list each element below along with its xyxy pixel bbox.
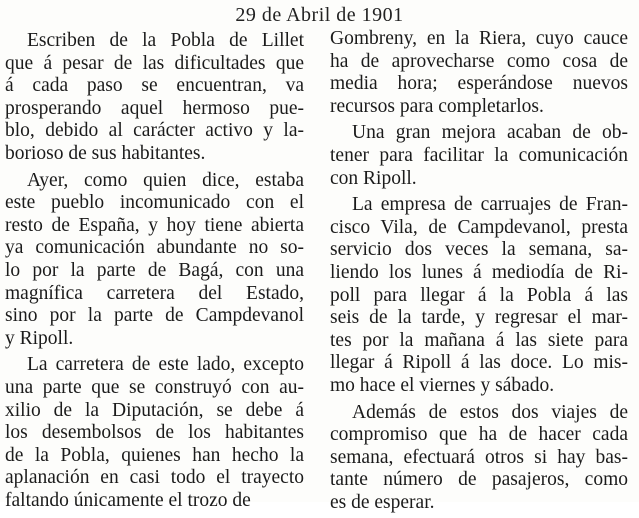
text-line: xilio de la Diputación, se debe á (5, 399, 304, 421)
text-line: La empresa de carruajes de Fran- (352, 194, 628, 216)
text-line: tes por la mañana á las siete para (330, 329, 628, 351)
text-line: ha de aprovecharse como cosa de (330, 50, 628, 72)
article-paragraph (5, 170, 304, 351)
text-line: una parte que se construyó con au- (5, 376, 304, 398)
text-line: los desembolsos de los habitantes (5, 422, 304, 444)
text-line: liendo los lunes á mediodía de Ri- (330, 261, 628, 283)
text-line: compromiso que ha de hacer cada (330, 424, 628, 446)
left-column (5, 30, 304, 516)
text-line: que á pesar de las dificultades que (5, 52, 304, 74)
right-column (330, 28, 628, 518)
text-line: mo hace el viernes y sábado. (330, 374, 555, 396)
text-line: lo por la parte de Bagá, con una (5, 259, 304, 281)
text-line: cisco Vila, de Campdevanol, presta (330, 216, 628, 238)
article-paragraph (330, 28, 628, 118)
article-paragraph (5, 354, 304, 512)
text-line: con Ripoll. (330, 167, 417, 189)
text-line: poll para llegar á la Pobla á las (330, 284, 628, 306)
text-line: aplanación en casi todo el trayecto (5, 467, 304, 489)
text-line: La carretera de este lado, excepto (27, 354, 304, 376)
text-line: Una gran mejora acaban de ob- (352, 122, 628, 144)
text-line: magnífica carretera del Estado, (5, 282, 304, 304)
text-line: semana, efectuará otros si hay bas- (330, 446, 628, 468)
text-line: servicio dos veces la semana, sa- (330, 239, 628, 261)
text-line: Ayer, como quien dice, estaba (27, 169, 304, 191)
text-line: faltando únicamente el trozo de (5, 489, 251, 511)
article-paragraph (330, 402, 628, 515)
text-line: sino por la parte de Campdevanol (5, 305, 304, 327)
text-line: borioso de sus habitantes. (5, 142, 206, 164)
text-line: de la Pobla, quienes han hecho la (5, 444, 304, 466)
text-line: Además de estos dos viajes de (352, 401, 628, 423)
text-line: y Ripoll. (5, 327, 74, 349)
text-line: es de esperar. (330, 491, 435, 513)
text-line: este pueblo incomunicado con el (5, 192, 304, 214)
article-paragraph (330, 194, 628, 397)
date-header: 29 de Abril de 1901 (235, 4, 404, 26)
text-line: media hora; esperándose nuevos (330, 73, 628, 95)
text-line: tante número de pasajeros, como (330, 469, 628, 491)
text-line: ya comunicación abundante no so- (5, 237, 304, 259)
text-line: blo, debido al carácter activo y la- (5, 120, 304, 142)
text-line: prosperando aquel hermoso pue- (5, 97, 304, 119)
text-line: Escriben de la Pobla de Lillet (27, 30, 304, 51)
article-paragraph (5, 30, 304, 166)
text-line: resto de España, y hoy tiene abierta (5, 214, 304, 236)
text-line: Gombreny, en la Riera, cuyo cauce (330, 28, 628, 49)
text-line: á cada paso se encuentran, va (5, 75, 304, 97)
text-line: llegar á Ripoll á las doce. Lo mis- (330, 352, 628, 374)
text-line: tener para facilitar la comunicación (330, 144, 628, 166)
text-line: seis de la tarde, y regresar el mar- (330, 307, 628, 329)
article-paragraph (330, 122, 628, 190)
text-line: recursos para completarlos. (330, 95, 544, 117)
